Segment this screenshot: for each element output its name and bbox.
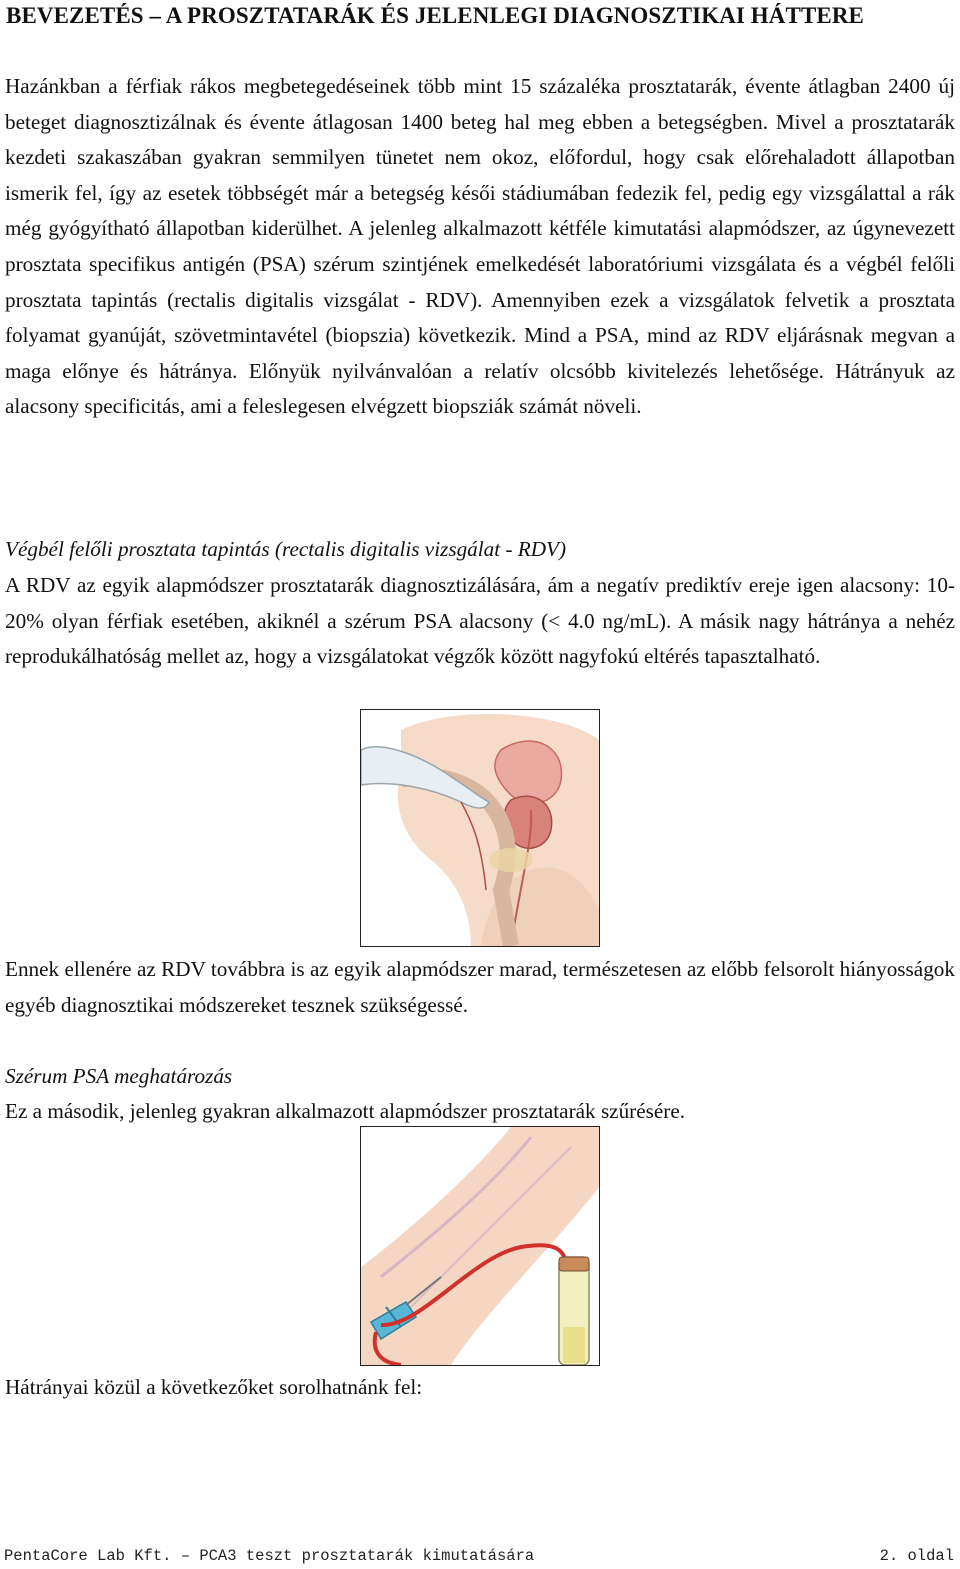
psa-blood-draw-illustration — [360, 1126, 600, 1366]
psa-paragraph: Ez a második, jelenleg gyakran alkalmazott alapmódszer prosztatarák szűrésére. — [5, 1099, 686, 1123]
footer-page-number: 2. oldal — [879, 1547, 954, 1565]
footer-document-title: PentaCore Lab Kft. – PCA3 teszt prosztatarák kimutatására — [4, 1547, 535, 1565]
blood-draw-image — [361, 1127, 599, 1365]
page-footer — [4, 1547, 954, 1567]
document-title: BEVEZETÉS – A PROSZTATARÁK ÉS JELENLEGI DIAGNOSZTIKAI HÁTTERE — [6, 3, 864, 28]
psa-after-figure-paragraph: Hátrányai közül a következőket sorolhatnánk fel: — [5, 1375, 423, 1399]
rdv-anatomy-image — [361, 710, 599, 946]
psa-section-heading: Szérum PSA meghatározás — [5, 1064, 233, 1088]
rdv-paragraph: A RDV az egyik alapmódszer prosztatarák diagnosztizálására, ám a negatív prediktív ereje igen alacsony: 10-20% olyan férfiak esetében, akiknél a szérum PSA alacsony (< 4.0 ng/mL). A másik nagy hátránya a nehéz reprodukálhatóság mellet az, hogy a vizsgálatokat végzők között nagyfokú eltérés tapasztalható. — [5, 573, 955, 669]
rdv-illustration — [360, 709, 600, 947]
rdv-after-figure-paragraph: Ennek ellenére az RDV továbbra is az egyik alapmódszer marad, természetesen az előbb felsorolt hiányosságok egyéb diagnosztikai módszereket tesznek szükségessé. — [5, 957, 955, 1017]
rdv-section-heading: Végbél felőli prosztata tapintás (rectalis digitalis vizsgálat - RDV) — [5, 537, 567, 561]
intro-paragraph: Hazánkban a férfiak rákos megbetegedéseinek több mint 15 százaléka prosztatarák, évente átlagban 2400 új beteget diagnosztizálnak és évente átlagosan 1400 beteg hal meg ebben a betegségben. Mivel a prosztatarák kezdeti szakaszában gyakran semmilyen tünetet nem okoz, előfordul, hogy csak előrehaladott állapotban ismerik fel, így az esetek többségét már a betegség késői stádiumában fedezik fel, pedig egy vizsgálattal a rák még gyógyítható állapotban kiderülhet. A jelenleg alkalmazott kétféle kimutatási alapmódszer, az úgynevezett prosztata specifikus antigén (PSA) szérum szintjének emelkedését laboratóriumi vizsgálata és a végbél felőli prosztata tapintás (rectalis digitalis vizsgálat - RDV). Amennyiben ezek a vizsgálatok felvetik a prosztata folyamat gyanúját, szövetmintavétel (biopszia) következik. Mind a PSA, mind az RDV eljárásnak megvan a maga előnye és hátránya. Előnyük nyilvánvalóan a relatív olcsóbb kivitelezés lehetősége. Hátrányuk az alacsony specificitás, ami a feleslegesen elvégzett biopsziák számát növeli. — [5, 74, 955, 419]
